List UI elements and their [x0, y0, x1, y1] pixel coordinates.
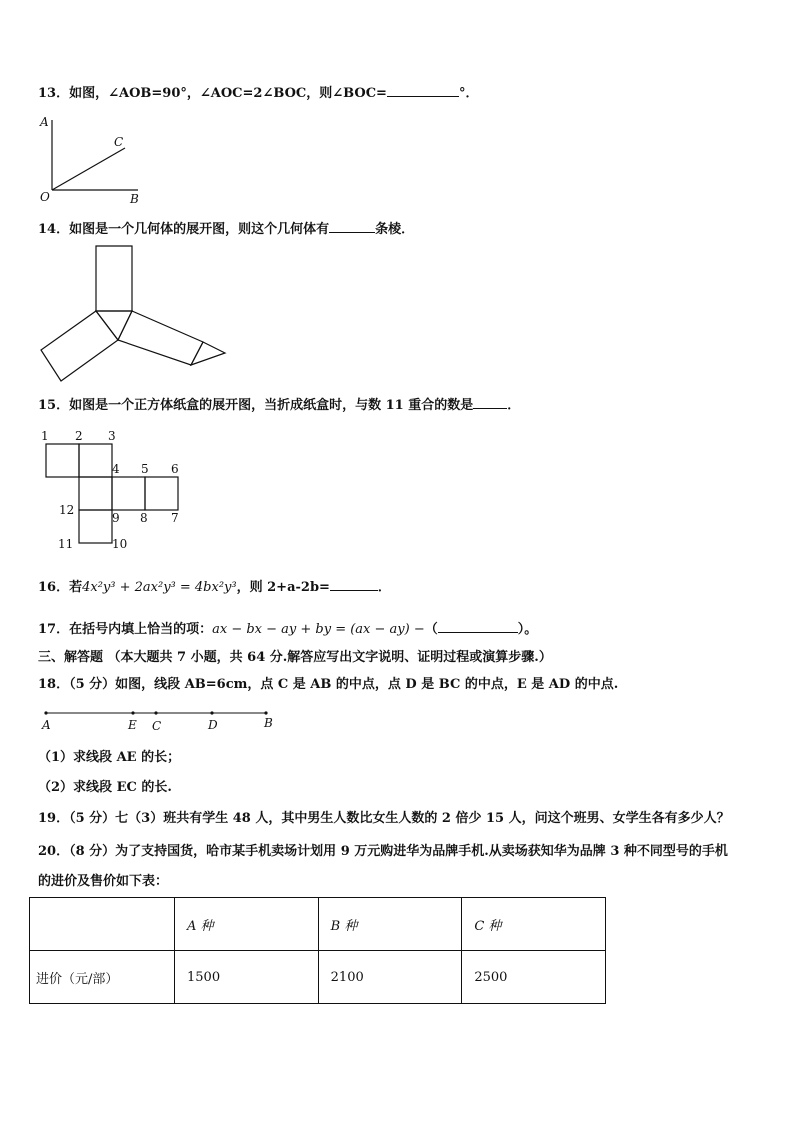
q15-label-1: 1 — [41, 429, 49, 443]
q14-answer-blank[interactable] — [329, 220, 375, 233]
q13-angle-figure — [30, 112, 150, 207]
q16-answer-blank[interactable] — [330, 578, 378, 591]
table-header-empty — [30, 898, 175, 951]
q18-label-a: A — [42, 718, 51, 732]
table-row — [30, 951, 606, 1004]
q13-label-o: O — [40, 190, 50, 204]
q14-number: 14． — [38, 222, 70, 237]
table-cell-b: 2100 — [318, 951, 462, 1004]
q13-label-a: A — [40, 115, 49, 129]
q18-label-c: C — [152, 719, 162, 733]
q19-stem: （5 分）七（3）班共有学生 48 人，其中男生人数比女生人数的 2 倍少 15 人，问这个班男、女学生各有多少人？ — [69, 811, 730, 826]
q18-segment-figure — [38, 705, 288, 735]
q16-prefix: 若 — [69, 580, 83, 595]
q18-label-d: D — [208, 718, 218, 732]
q15-label-2: 2 — [75, 429, 83, 443]
q16-formula: 4x²y³ + 2ax²y³ = 4bx²y³ — [82, 580, 237, 595]
q15-label-8: 8 — [140, 511, 148, 525]
q15-answer-blank[interactable] — [473, 396, 507, 409]
q15-label-10: 10 — [112, 537, 128, 551]
q18-label-b: B — [264, 716, 273, 730]
q15-text — [38, 396, 520, 414]
q18-sub1: （1）求线段 AE 的长； — [38, 750, 181, 765]
q14-text — [38, 220, 414, 238]
q17-text — [38, 620, 537, 638]
q14-net-figure — [38, 244, 238, 384]
table-cell-c: 2500 — [462, 951, 606, 1004]
q15-label-5: 5 — [141, 462, 149, 476]
table-header-b: B 种 — [318, 898, 462, 951]
q15-label-12: 12 — [59, 503, 75, 517]
q18-number: 18． — [38, 677, 70, 692]
q17-number: 17． — [38, 622, 70, 637]
q17-close-paren: ）。 — [517, 622, 538, 637]
q13-label-b: B — [130, 192, 139, 206]
q15-stem: 如图是一个正方体纸盒的展开图，当折成纸盒时，与数 11 重合的数是 — [69, 398, 474, 413]
q17-formula: ax − bx − ay + by = (ax − ay) − — [212, 622, 425, 637]
q19-text — [38, 811, 730, 827]
q20-text-2: 的进价及售价如下表： — [38, 874, 169, 889]
q13-answer-blank[interactable] — [387, 84, 459, 97]
table-header-c: C 种 — [462, 898, 606, 951]
q16-stem: ，则 2+a-2b= — [236, 580, 330, 595]
q16-suffix: ． — [377, 580, 391, 595]
q15-label-11: 11 — [58, 537, 74, 551]
q17-open-paren: （ — [424, 622, 438, 637]
q13-label-c: C — [114, 135, 124, 149]
q20-stem-1: （8 分）为了支持国货，哈市某手机卖场计划用 9 万元购进华为品牌手机.从卖场获知华为品牌 3 种不同型号的手机 — [69, 844, 728, 859]
q18-sub2: （2）求线段 EC 的长. — [38, 780, 172, 795]
q13-number: 13． — [38, 86, 70, 101]
q14-suffix: 条棱． — [375, 222, 415, 237]
q15-label-3: 3 — [108, 429, 116, 443]
q15-number: 15． — [38, 398, 70, 413]
q15-label-6: 6 — [171, 462, 179, 476]
q16-number: 16． — [38, 580, 70, 595]
q20-text — [38, 844, 728, 860]
q20-number: 20． — [38, 844, 70, 859]
q15-label-7: 7 — [171, 511, 179, 525]
q15-suffix: ． — [507, 398, 521, 413]
section-3-heading: 三、解答题 （本大题共 7 小题，共 64 分.解答应写出文字说明、证明过程或演算步骤.） — [38, 650, 552, 665]
q13-stem: 如图，∠AOB=90°，∠AOC=2∠BOC，则∠BOC= — [69, 86, 387, 101]
q18-label-e: E — [128, 718, 137, 732]
q17-answer-blank[interactable] — [438, 620, 518, 633]
table-header-row — [30, 898, 606, 951]
q17-stem: 在括号内填上恰当的项： — [69, 622, 213, 637]
q18-text — [38, 677, 618, 693]
q15-label-9: 9 — [112, 511, 120, 525]
q14-stem: 如图是一个几何体的展开图，则这个几何体有 — [69, 222, 330, 237]
q13-text — [38, 84, 478, 102]
q13-suffix: °． — [458, 86, 479, 101]
q16-text — [38, 578, 391, 596]
table-header-a: A 种 — [175, 898, 319, 951]
q18-stem: （5 分）如图，线段 AB=6cm，点 C 是 AB 的中点，点 D 是 BC 的中点，E 是 AD 的中点. — [69, 677, 619, 692]
table-cell-a: 1500 — [175, 951, 319, 1004]
price-table — [29, 897, 606, 1004]
q15-label-4: 4 — [112, 462, 120, 476]
q19-number: 19． — [38, 811, 70, 826]
table-row-label: 进价（元/部） — [30, 951, 175, 1004]
q15-cube-net-figure — [38, 428, 188, 553]
